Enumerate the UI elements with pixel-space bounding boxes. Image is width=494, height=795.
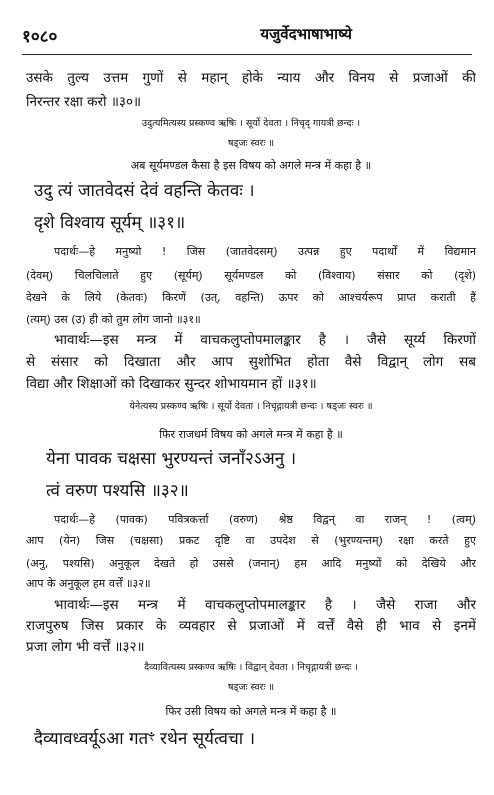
page-number: १०८० [22, 27, 58, 47]
mantra-meta: दैव्यावित्यस्य प्रस्कण्व ऋषिः । विद्वान् देवता । निचृद्गायत्री छन्दः । [144, 662, 358, 673]
topic-line: फिर उसी विषय को अगले मन्त्र में कहा है ॥ [165, 705, 337, 718]
padartha-line: पदार्थः—हे (पावक) पवित्रकर्त्ता (वरुण) श्रेष्ठ विद्वन् वा राजन् ! (त्वम्) [54, 513, 476, 526]
mantra-line: दैव्यावध्वर्यूऽआ गतꣳ रथेन सूर्यत्वचा । [34, 729, 256, 749]
padartha-line: (त्यम्) उस (उ) ही को तुम लोग जानो ॥३१॥ [26, 313, 201, 326]
padartha-line: (देवम्) चिलचिलाते हुए (सूर्यम्) सूर्यमण्डल को (विश्वाय) संसार को (दृशे) [26, 269, 476, 282]
mantra-meta: षड्जः स्वरः ॥ [227, 138, 275, 149]
mantra-line: त्वं वरुण पश्यसि ॥३२॥ [46, 481, 189, 501]
page-header [22, 8, 472, 55]
mantra-meta: येनेत्यस्य प्रस्कण्व ऋषिः । सूर्यो देवता । निचृद्गायत्री छन्दः । षड्जः स्वरः ॥ [129, 401, 373, 412]
mantra-line: येना पावक चक्षसा भुरण्यन्तं जनाँ२ऽअनु । [46, 449, 297, 469]
mantra-meta: उदुत्यमित्यस्य प्रस्कण्व ऋषिः । सूर्यो देवता । निचृद् गायत्री छन्दः । [141, 118, 361, 129]
topic-line: फिर राजधर्म विषय को अगले मन्त्र में कहा है ॥ [159, 428, 343, 441]
mantra-meta: षड्जः स्वरः ॥ [227, 682, 275, 693]
mantra-line: दृशे विश्वाय सूर्यम् ॥३१॥ [34, 213, 186, 233]
padartha-line: (अनु, पश्यसि) अनुकूल देखते हो उससे (जनान्) हम आदि मनुष्यों को देखिये और [26, 557, 476, 570]
bhavartha-line: भावार्थः—इस मन्त्र में वाचकलुप्तोपमालङ्कार है । जैसे सूर्य्य किरणों [54, 332, 476, 348]
text-line: उसके तुल्य उत्तम गुणों से महान् होके न्याय और विनय से प्रजाओं की [26, 70, 476, 86]
padartha-line: आप (येन) जिस (चक्षसा) प्रकट दृष्टि वा उपदेश से (भुरण्यन्तम्) रक्षा करते हुए [26, 534, 476, 547]
bhavartha-line: विद्या और शिक्षाओं को दिखाकर सुन्दर शोभायमान हों ॥३१॥ [26, 376, 317, 392]
bhavartha-line: राजपुरुष जिस प्रकार के व्यवहार से प्रजाओं में वर्त्तें वैसे ही भाव से इनमें [26, 618, 476, 634]
padartha-line: आप के अनुकूल हम वर्त्तें ॥३२॥ [26, 577, 151, 590]
bhavartha-line: से संसार को दिखाता और आप सुशोभित होता वैसे विद्वान् लोग सब [26, 354, 476, 370]
running-title: यजुर्वेदभाषाभाष्ये [260, 25, 352, 43]
bhavartha-line: भावार्थः—इस मन्त्र में वाचकलुप्तोपमालङ्कार है । जैसे राजा और [54, 597, 476, 613]
bhavartha-line: प्रजा लोग भी वर्त्तें ॥३२॥ [26, 639, 145, 655]
padartha-line: पदार्थः—हे मनुष्यो ! जिस (जातवेदसम्) उत्पन्न हुए पदार्थों में विद्यमान [54, 245, 476, 258]
mantra-line: उदु त्यं जातवेदसं देवं वहन्ति केतवः । [34, 181, 255, 201]
padartha-line: देखने के लिये (केतवः) किरणें (उत्, वहन्ति) ऊपर को आश्चर्यरूप प्राप्त कराती हैं [26, 291, 476, 304]
text-line: निरन्तर रक्षा करो ॥३०॥ [26, 94, 142, 110]
topic-line: अब सूर्यमण्डल कैसा है इस विषय को अगले मन्त्र में कहा है ॥ [130, 159, 372, 172]
